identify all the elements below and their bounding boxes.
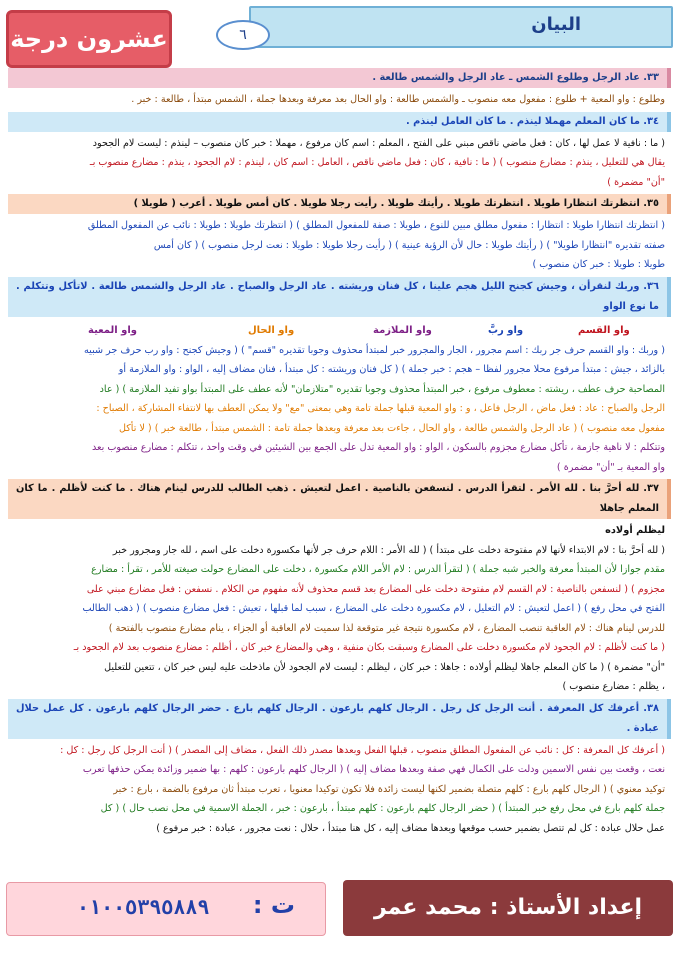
page-number: ٦ [216,20,270,50]
page-content [8,66,671,838]
answer-line: وطلوع : واو المعية + طلوع : مفعول معه منصوب ـ والشمس طالعة : واو الحال بعد معرفة وبعدها جملة ، الشمس مبتدأ ، طالعة : خبر . [131,94,665,105]
answer-line: ، يظلم : مضارع منصوب ) [562,681,665,692]
question-36 [8,277,671,478]
waw-types-row [8,319,671,341]
answer-line: مفعول معه منصوب ) ( عاد الرجل والشمس طالعة ، واو الحال ، جاءت بعد معرفة وبعدها جملة تامة : الشمس مبتدأ ، طالعة خبر ) ( لا تأكل [118,422,665,434]
answer-line: جملة كلهم بارع في محل رفع خبر المبتدأ ) ( حضر الرجال كلهم بارعون : كلهم مبتدأ ، بارعون : خبر ، الجملة الاسمية في محل نصب حال ) ( كل [100,803,665,814]
author-credit: إعداد الأستاذ : محمد عمر [343,880,673,936]
answer-line: الفتح في محل رفع ) ( اعمل لتعيش : لام التعليل ، لام مكسورة دخلت على المضارع ، سبب لما قبلها ، تعيش : فعل مضارع منصوب ) ( ذهب الطالب [82,603,665,614]
waw-label: واو المعية [88,324,138,336]
answer-line: واو المعية بـ "أن" مضمرة ) [556,461,665,473]
answer-line: عمل حلال عبادة : كل لم تتصل بضمير حسب موقعها وبعدها مضاف إليه ، كل هنا مبتدأ ، حلال : نعت مجرور ، عبادة : خبر مرفوع ) [156,822,665,834]
phone-number: ٠١٠٠٥٣٩٥٨٨٩ [77,895,210,919]
phone-box [6,882,326,936]
answer-line: ( أعرفك كل المعرفة : كل : نائب عن المفعول المطلق منصوب ، قبلها الفعل وبعدها مصدر ذلك الفعل ، مضاف إلى المصدر ) ( أنت الرجل كل رجل : كل : [60,744,665,756]
waw-label: واو الملازمة [373,324,432,336]
page-header [6,6,673,62]
question-bar: ٣٨. أعرفك كل المعرفة . أنت الرجل كل رجل . الرجال كلهم بارعون . الرجال كلهم بارع . حضر الرجال كلهم بارعون . كل عمل حلال عبادة . [8,699,671,739]
header-title-box [249,6,673,48]
question-bar: ٣٦. وربك لنقرأن ، وجيش كجنح الليل هجم علينا ، كل فنان وريشته . عاد الرجل والصباح . عاد الرجل والشمس طالعة . لاتأكل وتتكلم . ما نوع الواو [8,277,671,317]
answer-line: ( لله أحرَّ بنا : لام الابتداء لأنها لام مفتوحة دخلت على مبتدأ ) ( لله الأمر : اللام حرف جر لأنها مكسورة دخلت على اسم ، لله جار ومجرور خبر [112,544,665,556]
title-badge: عشرون درجة [6,10,172,68]
answer-line: ( ما : نافية لا عمل لها ، كان : فعل ماضي ناقص مبني على الفتح ، المعلم : اسم كان مرفوع ، مهملا : خبر كان منصوب – لينذم : ليست لام الجحود [92,137,665,149]
answer-line: "أن" مضمرة ) [607,176,665,188]
page-footer [6,880,673,936]
question-37 [8,479,671,697]
answer-line: مجزوم ) ( لنسفعن بالناصية : لام القسم لام مفتوحة دخلت على المضارع بعد قسم محذوف لأنه مفهوم من الكلام . نسفعن : فعل مضارع مبني على [86,583,665,595]
answer-line: صفته تقديره "انتظارا طويلا" ) ( رأيتك طويلا : حال لأن الرؤية عينية ) ( رأيت رجلا طويلا : طويلا : نعت لرجل منصوب ) ( كان أمس [153,239,665,251]
answer-line: "أن" مضمرة ) ( ما كان المعلم جاهلا ليظلم أولاده : جاهلا : خبر كان ، ليظلم : ليست لام الجحود لأن ماذخلت عليه ليس خبر كان ، تتعين للتعليل [104,661,665,673]
answer-line: ( ما كنت لأظلم : لام الجحود لام مكسورة دخلت على المضارع وسبقت بكان منفية ، وهي والمضارع خبر كان ، أظلم : مضارع منصوب بعد لام الجحود بـ [73,642,665,653]
answer-line: ( وربك : واو القسم حرف جر ربك : اسم مجرور ، الجار والمجرور خبر لمبتدأ محذوف وجوبا تقديره "قسم" ) ( وجيش كجنح : واو رب حرف جر شبيه [84,344,665,356]
answer-line: المصاحبة حرف عطف ، ريشته : معطوف مرفوع ، خبر المبتدأ محذوف وجوبا تقديره "متلازمان" لأنه عطف على المبتدأ بواو تفيد الملازمة ) ( عاد [99,383,665,395]
question-34 [8,112,671,193]
answer-line: بالزائد ، جيش : مبتدأ مرفوع محلا مجرور لفظا – هجم : خبر جملة ) ( كل فنان وريشته : كل مبتدأ ، فنان مضاف إليه ، الواو : واو الملازمة أو [118,364,665,375]
question-35 [8,194,671,275]
answer-line: نعت ، وقعت بين نفس الاسمين ودلت على الكمال فهي صفة وبعدها مضاف إليه ) ( الرجال كلهم بارعون : كلهم : بها ضمير وزائدة يمكن حذفها تعرب [82,764,665,775]
question-bar: ٣٣. عاد الرجل وطلوع الشمس ـ عاد الرجل والشمس طالعة . [8,68,671,88]
answer-line: طويلا : طويلا : خبر كان منصوب ) [532,259,665,270]
question-38 [8,699,671,839]
answer-line: وتتكلم : لا ناهية جازمة ، تأكل مضارع مجزوم بالسكون ، الواو : واو المعية تدل على الجمع بين الشيئين في وقت واحد ، تتكلم : مضارع منصوب بعد [91,442,665,453]
answer-line: توكيد معنوي ) ( الرجال كلهم بارع : كلهم متصلة بضمير لكنها ليست زائدة فلا تكون توكيدا معنويا ، تعرب مبتدأ ثان مرفوع بالضمة ، بارع : خبر [113,783,665,795]
answer-line: الرجل والصباح : عاد : فعل ماض ، الرجل فاعل ، و : واو المعية قبلها جملة تامة وهي بمعنى "مع" ولا يمكن العطف بها لانتفاء المشاركة ، الصباح : [96,403,665,414]
page-title: البيان [531,14,581,35]
waw-label: واو الحال [248,324,295,336]
waw-label: واو ربَّ [488,324,524,336]
question-bar-continued: ليظلم أولاده [605,525,665,536]
answer-line: ( انتظرتك انتظارا طويلا : انتظارا : مفعول مطلق مبين للنوع ، طويلا : صفة للمفعول المطلق ) ( انتظرتك طويلا : طويلا : نائب عن المفعول المطلق [87,220,665,231]
phone-label: ت : [252,891,295,919]
answer-line: مقدم جوازا لأن المبتدأ معرفة والخبر شبه جملة ) ( لتقرأ الدرس : لام الأمر اللام مكسورة ، دخلت على المضارع حولت صيغته للأمر ، تقرأ : مضارع [91,564,665,575]
question-33 [8,68,671,110]
question-bar: ٣٥. انتظرتك انتظارا طويلا . انتظرتك طويلا . رأيتك طويلا . رأيت رجلا طويلا . كان أمس طويلا . أعرب ( طويلا ) [8,194,671,214]
waw-label: واو القسم [578,324,630,336]
question-bar: ٣٤. ما كان المعلم مهملا لينذم . ما كان العامل لينذم . [8,112,671,132]
question-bar: ٣٧. لله أحرَّ بنا . لله الأمر . لتقرأ الدرس . لنسفعن بالناصية . اعمل لتعيش . ذهب الطالب للدرس لينام هناك . ما كنت لأظلم . ما كان المعلم جاهلا [8,479,671,519]
answer-line: للدرس لينام هناك : لام العاقبة تنصب المضارع ، لام مكسورة نتيجة غير متوقعة لذا سميت لام العاقبة أو الجزاء ، ينام مضارع منصوب بالفتحة ) [108,622,665,634]
answer-line: يقال هي للتعليل ، ينذم : مضارع منصوب ) ( ما : نافية ، كان : فعل ماضي ناقص ، العامل : اسم كان ، لينذم : لام الجحود ، ينذم : مضارع منصوب بـ [89,157,665,168]
